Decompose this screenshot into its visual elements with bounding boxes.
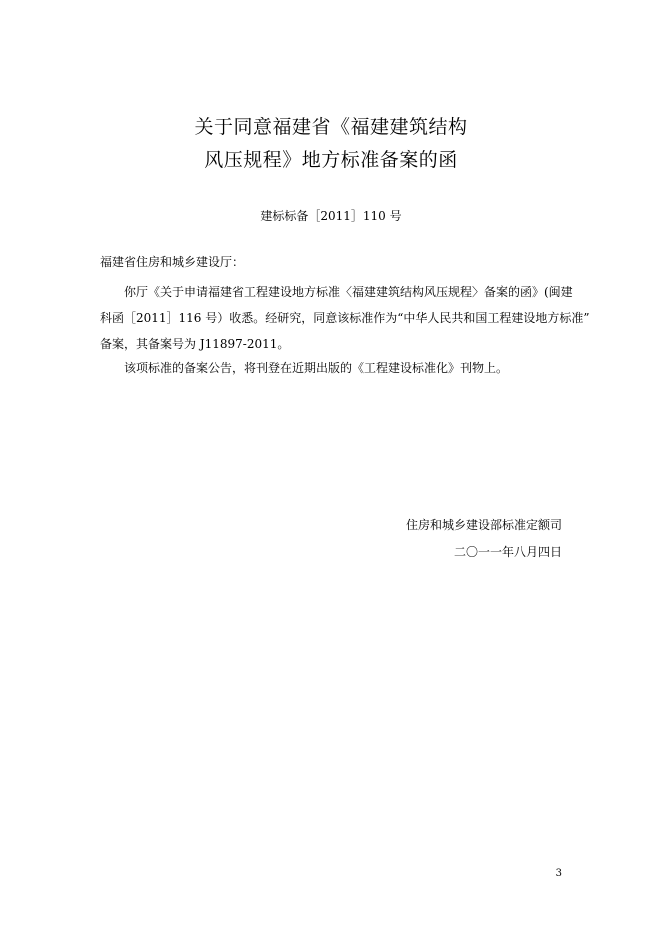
signature-date: 二〇一一年八月四日	[453, 545, 562, 559]
page-number: 3	[555, 868, 562, 879]
paragraph-1-line-1: 你厅《关于申请福建省工程建设地方标准〈福建建筑结构风压规程〉备案的函》(闽建	[124, 285, 573, 299]
body-paragraph-2: 该项标准的备案公告，将刊登在近期出版的《工程建设标准化》刊物上。	[124, 361, 509, 375]
body-paragraph-1	[100, 279, 590, 357]
addressee: 福建省住房和城乡建设厅：	[100, 255, 245, 269]
document-number: 建标标备［2011］110 号	[260, 209, 402, 223]
document-title-line-2: 风压规程》地方标准备案的函	[204, 149, 458, 171]
signature-organization: 住房和城乡建设部标准定额司	[405, 518, 562, 532]
paragraph-1-line-3: 备案，其备案号为 J11897-2011。	[100, 337, 290, 351]
paragraph-1-line-2: 科函［2011］116 号）收悉。经研究，同意该标准作为“中华人民共和国工程建设地方标准”	[100, 311, 590, 325]
document-title-line-1: 关于同意福建省《福建建筑结构	[194, 116, 468, 138]
